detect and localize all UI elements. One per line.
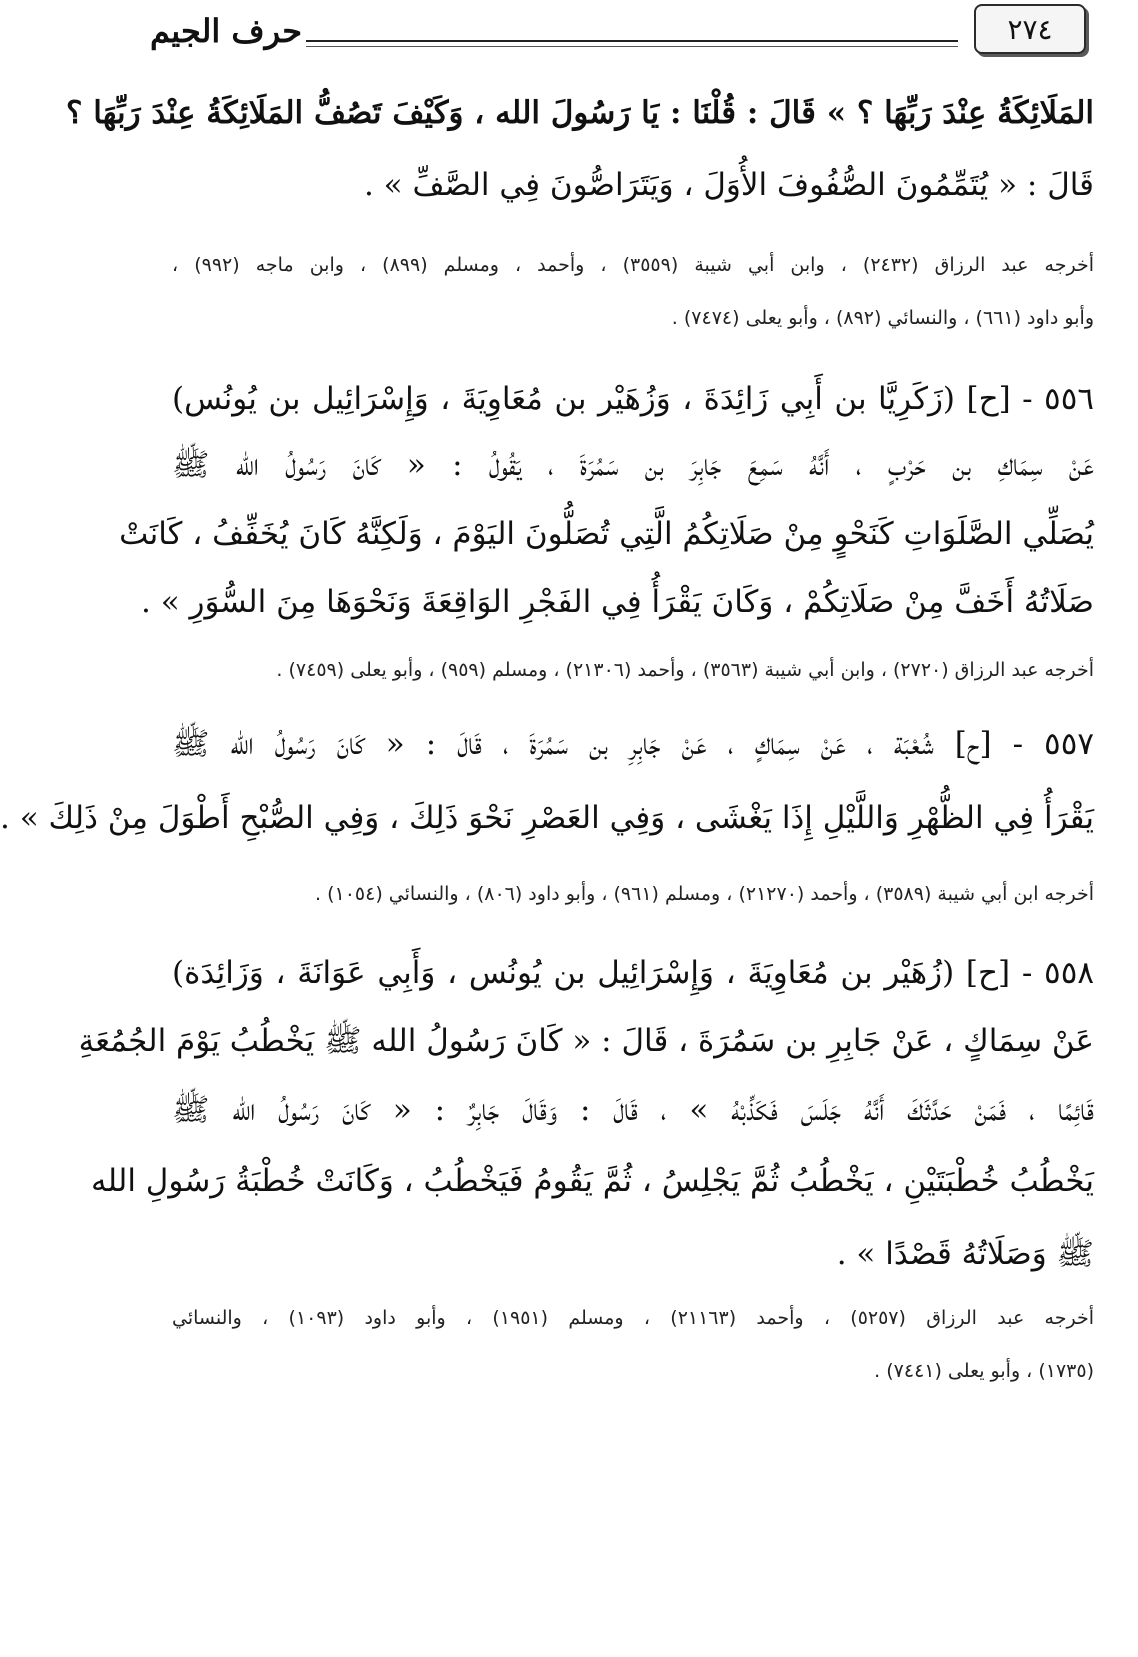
hadith-557-line: ٥٥٧ - [ح] شُعْبَة ، عَنْ سِمَاكٍ ، عَنْ جَابِرِ بن سَمُرَةَ ، قَالَ : « كَانَ رَسُولُ الله ﷺ [172,726,1094,762]
footnote-line: وأبو داود (٦٦١) ، والنسائي (٨٩٢) ، وأبو يعلى (٧٤٧٤) . [671,307,1094,329]
header-rule [306,40,958,42]
text-line: المَلَائِكَةُ عِنْدَ رَبِّهَا ؟ » قَالَ : قُلْنَا : يَا رَسُولَ الله ، وَكَيْفَ تَصُفُّ المَلَائِكَةُ عِنْدَ رَبِّهَا ؟ [66,95,1094,131]
chapter-title: حرف الجيم [150,12,302,50]
hadith-556-line: يُصَلِّي الصَّلَوَاتِ كَنَحْوٍ مِنْ صَلَاتِكُمُ الَّتِي تُصَلُّونَ اليَوْمَ ، وَلَكِنَّهُ كَانَ يُخَفِّفُ ، كَانَتْ [119,516,1094,552]
hadith-558-line: ﷺ وَصَلَاتُهُ قَصْدًا » . [836,1236,1094,1272]
hadith-558-footnote: أخرجه عبد الرزاق (٥٢٥٧) ، وأحمد (٢١١٦٣) ، ومسلم (١٩٥١) ، وأبو داود (١٠٩٣) ، والنسائي [172,1307,1095,1329]
hadith-557-line: يَقْرَأُ فِي الظُّهْرِ وَاللَّيْلِ إِذَا يَغْشَى ، وَفِي العَصْرِ نَحْوَ ذَلِكَ ، وَفِي الصُّبْحِ أَطْوَلَ مِنْ ذَلِكَ » . [0,800,1094,836]
hadith-556-line: عَنْ سِمَاكِ بن حَرْبٍ ، أَنَّهُ سَمِعَ جَابِرَ بن سَمُرَةَ ، يَقُولُ : « كَانَ رَسُولُ الله ﷺ [172,447,1094,483]
hadith-558-line: ٥٥٨ - [ح] (زُهَيْر بن مُعَاوِيَةَ ، وَإِسْرَائِيل بن يُونُس ، وَأَبِي عَوَانَةَ ، وَزَائِدَة) [172,955,1094,991]
text-line: قَالَ : « يُتَمِّمُونَ الصُّفُوفَ الأُوَلَ ، وَيَتَرَاصُّونَ فِي الصَّفِّ » . [363,167,1094,203]
hadith-556-footnote: أخرجه عبد الرزاق (٢٧٢٠) ، وابن أبي شيبة (٣٥٦٣) ، وأحمد (٢١٣٠٦) ، ومسلم (٩٥٩) ، وأبو يعلى (٧٤٥٩) . [276,659,1094,681]
hadith-558-line: قَائِمًا ، فَمَنْ حَدَّثَكَ أَنَّهُ جَلَسَ فَكَذِّبْهُ » ، قَالَ : وَقَالَ جَابِرٌ : « كَانَ رَسُولُ الله ﷺ [172,1092,1094,1128]
hadith-557-footnote: أخرجه ابن أبي شيبة (٣٥٨٩) ، وأحمد (٢١٢٧٠) ، ومسلم (٩٦١) ، وأبو داود (٨٠٦) ، والنسائي (١٠٥٤) . [314,883,1094,905]
hadith-558-footnote: (١٧٣٥) ، وأبو يعلى (٧٤٤١) . [874,1360,1094,1382]
hadith-558-line: عَنْ سِمَاكٍ ، عَنْ جَابِرِ بن سَمُرَةَ ، قَالَ : « كَانَ رَسُولُ الله ﷺ يَخْطُبُ يَوْمَ الجُمُعَةِ [78,1023,1094,1059]
footnote-line: أخرجه عبد الرزاق (٢٤٣٢) ، وابن أبي شيبة (٣٥٥٩) ، وأحمد ، ومسلم (٨٩٩) ، وابن ماجه (٩٩٢) ، [172,254,1094,276]
page-number: ٢٧٤ [974,4,1086,54]
hadith-556-line: ٥٥٦ - [ح] (زَكَرِيَّا بن أَبِي زَائِدَةَ ، وَزُهَيْر بن مُعَاوِيَةَ ، وَإِسْرَائِيل بن يُونُس) [172,381,1094,417]
hadith-558-line: يَخْطُبُ خُطْبَتَيْنِ ، يَخْطُبُ ثُمَّ يَجْلِسُ ، ثُمَّ يَقُومُ فَيَخْطُبُ ، وَكَانَتْ خُطْبَةُ رَسُولِ الله [91,1163,1094,1199]
hadith-556-line: صَلَاتُهُ أَخَفَّ مِنْ صَلَاتِكُمْ ، وَكَانَ يَقْرَأُ فِي الفَجْرِ الوَاقِعَةَ وَنَحْوَهَا مِنَ السُّوَرِ » . [141,584,1094,620]
